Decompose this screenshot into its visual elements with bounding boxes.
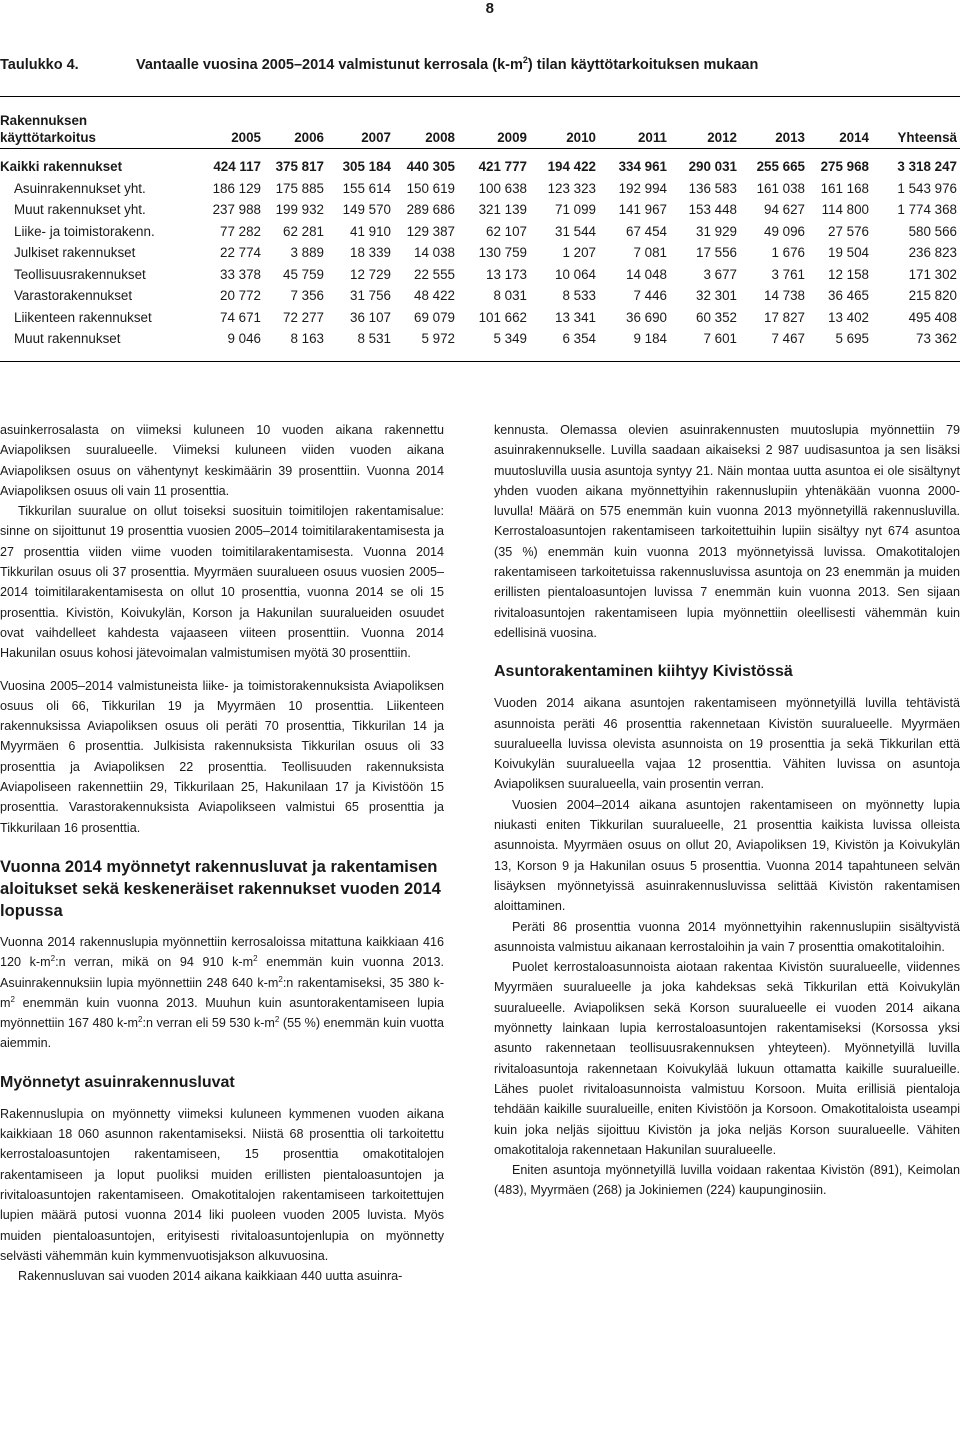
table-cell: 161 038 [756,180,805,196]
table-cell: 41 910 [350,223,391,239]
section-heading: Asuntorakentaminen kiihtyy Kivistössä [494,663,793,681]
table-cell: 8 533 [562,288,596,303]
table-cell: 36 690 [626,309,667,325]
table-cell: 290 031 [688,159,737,174]
table-cell: 149 570 [342,202,391,217]
table-cell: 13 402 [828,309,869,325]
table-cell: 421 777 [478,159,527,174]
table-cell: 12 729 [350,266,391,282]
table-cell: 194 422 [547,159,596,174]
subsection-heading: Myönnetyt asuinrakennusluvat [0,1073,235,1091]
table-cell: 13 173 [486,266,527,282]
row-label: Muut rakennukset [14,331,121,346]
table-cell: 14 048 [626,266,667,282]
table-cell: 10 064 [555,266,596,282]
column-header: 2012 [707,130,737,145]
paragraph: Vuosina 2005–2014 valmistuneista liike- ja toimistorakennuksista Aviapoliksen osuus oli 66, Tikkurilan 19 ja Myyrmäen 10 prosenttia. Liikenteen rakennuksissa Aviapoliksen osuus oli peräti 70 prosenttia, Tikkurilan 14 ja Myyrmäen 6 prosenttia. Julkisista rakennuksista Tikkurilan osuus oli 33 prosenttia ja Aviapoliksen 22 prosenttia. Teollisuuden rakennuksista Aviapoliseen rakennettiin 29, Tikkurilaan 25, Hakunilaan 17 ja Kivistöön 15 prosenttia. Varastorakennuksista Aviapolikseen valmistui 65 prosenttia ja Tikkurilaan 16 prosenttia. [0,678,444,835]
table-cell: 27 576 [828,223,869,239]
table-cell: 1 207 [562,245,596,260]
table-cell: 237 988 [212,202,261,217]
table-cell: 22 555 [414,266,455,282]
paragraph: Rakennusluvan sai vuoden 2014 aikana kaikkiaan 440 uutta asuinra- [18,1269,403,1284]
table-cell: 129 387 [406,223,455,239]
table-cell: 36 107 [350,309,391,325]
table-cell: 77 282 [220,223,261,239]
paragraph: kennusta. Olemassa olevien asuinrakennusten muutoslupia myönnettiin 79 asuinrakennukselle. Luvilla saadaan aikaiseksi 2 987 uudisasuntoa ja sen lisäksi muutosluvilla uusia asuntoja syntyy 21. Näin montaa uutta asuntoa ei ole sisältynyt yhden vuoden aikana myönnettyihin rakennuslupiin yhtenäkään vuonna 2000-luvulla! Määrä on 575 enemmän kuin vuonna 2013 myönnetyillä rakennusluvilla. Kerrostaloasuntojen rakentamiseen tarkoitettuihin lupiin sisältyy nyt 674 asuntoa (35 %) enemmän kuin vuonna 2013 myönnetyissä luvissa. Omakotitalojen rakentamiseen tarkoitetuissa rakennusluvissa asuntoja on 23 enemmän ja muiden erillisten pientaloasuntojen luvissa 7 enemmän kuin vuonna 2013. Sen sijaan rivitaloasuntojen rakentamiseen lupia myönnettiin oleellisesti vähemmän kuin edellisinä vuosina. [494,423,960,640]
table-cell: 101 662 [478,309,527,325]
table-cell: 495 408 [908,309,957,325]
table-cell: 6 354 [562,331,596,346]
paragraph: Eniten asuntoja myönnetyillä luvilla voidaan rakentaa Kivistön (891), Keimolan (483), Myyrmäen (268) ja Jokiniemen (224) kaupunginosiin. [494,1163,960,1198]
table-cell: 31 544 [555,223,596,239]
table-cell: 22 774 [220,245,261,260]
table-cell: 7 446 [633,288,667,303]
table-row [0,199,960,221]
table-cell: 3 889 [290,245,324,260]
header-label: Rakennuksen käyttötarkoitus [0,113,96,145]
column-header: 2014 [839,130,869,145]
row-label: Liikenteen rakennukset [14,309,152,325]
table-cell: 424 117 [213,159,261,174]
table-cell: 175 885 [275,180,324,196]
table-cell: 186 129 [212,180,261,196]
table-cell: 12 158 [828,266,869,282]
table-cell: 1 543 976 [897,180,957,196]
table-cell: 136 583 [688,180,737,196]
table-row [0,146,960,178]
table-cell: 73 362 [916,331,957,346]
table-cell: 5 695 [835,331,869,346]
table-row [0,307,960,329]
row-label: Liike- ja toimistorakenn. [14,223,155,239]
table-cell: 20 772 [220,288,261,303]
table-cell: 31 929 [696,223,737,239]
table-cell: 100 638 [478,180,527,196]
table-cell: 236 823 [908,245,957,260]
table-cell: 375 817 [275,159,324,174]
table-cell: 18 339 [350,245,391,260]
table-cell: 74 671 [220,309,261,325]
table-cell: 72 277 [283,309,324,325]
column-header: 2006 [294,130,324,145]
left-column [0,420,444,1286]
table-row [0,242,960,264]
table-cell: 45 759 [283,266,324,282]
table-cell: 5 349 [493,331,527,346]
table-cell: 7 601 [703,331,737,346]
table-cell: 8 031 [493,288,527,303]
table-cell: 321 139 [478,202,527,217]
table-cell: 334 961 [618,159,667,174]
table-cell: 33 378 [220,266,261,282]
table-row [0,285,960,307]
table-cell: 17 827 [764,309,805,325]
paragraph: Vuosien 2004–2014 aikana asuntojen rakentamiseen on myönnetty lupia niukasti eniten Tikkurilan suuralueelle, 21 prosenttia kaikista luvissa olleista asunnoista. Myyrmäen osuus on ollut 20, Aviapoliksen 19, Kivistön ja Koivukylän 13, Korson 9 ja Hakunilan osuus 5 prosenttia. Vuonna 2014 tapahtuneen selvän lisäyksen myönnetyissä asuinrakennusluvissa selittää Kivistön rakentamisen aloittaminen. [494,797,960,914]
table-cell: 8 531 [357,331,391,346]
table-cell: 71 099 [555,202,596,217]
table-cell: 199 932 [275,202,324,217]
table-cell: 36 465 [828,288,869,303]
paragraph: asuinkerrosalasta on viimeksi kuluneen 10 vuoden aikana rakennettu Aviapoliksen suuralueelle. Viimeksi kuluneen viiden vuoden aikana Aviapoliksen osuus on vähentynyt keskimäärin 39 prosenttiin. Vuonna 2014 Aviapoliksen osuus oli vain 11 prosenttia. [0,423,444,498]
table-cell: 13 341 [555,309,596,325]
table-cell: 7 356 [290,288,324,303]
column-header: 2013 [775,130,805,145]
table-cell: 141 967 [618,202,667,217]
table-row [0,328,960,350]
page-number: 8 [485,0,494,17]
table-cell: 275 968 [820,159,869,174]
paragraph: Puolet kerrostaloasunnoista aiotaan rakentaa Kivistön suuralueelle, viidennes Myyrmäen suuralueelle ja joka kahdeksas sekä Tikkurilan että Koivukylän suuralueelle. Aviapoliksen sekä Korson suuralueelle ei vuoden 2014 aikana myönnetty lainkaan lupia kerrostaloasuntojen rakentamiseksi (Korsossa yksi asunto rakennetaan teollisuusrakennuksen yhteyteen). Myönnetyillä luvilla rivitaloasuntoja rakennetaan Koivukylää lukuun ottamatta kaikille suuralueille. Lähes puolet rivitaloasunnoista valmistuu Korsoon. Muita erillisiä pientaloja tehdään kaikille suuralueille, eniten Kivistöön ja Korsoon. Omakotitaloista useampi kuin joka neljäs sijoittuu Kivistön ja joka neljäs Korson suuralueelle. Vähiten omakotitaloja rakennetaan Hakunilan suuralueelle. [494,960,960,1157]
table-cell: 305 184 [342,159,391,174]
table-title: Vantaalle vuosina 2005–2014 valmistunut kerrosala $(k-m^2)$ tilan käyttötarkoituksen mukaan [136,55,759,73]
paragraph: Vuoden 2014 aikana asuntojen rakentamiseen myönnetyillä luvilla tehtävistä asunnoista peräti 46 prosenttia rakennetaan Kivistön suuralueelle. Myyrmäen suuralueella luvissa olevista asunnoista on 19 prosenttia ja sekä Tikkurilan että Koivukylän suuralueella vajaa 12 prosenttia. Vähiten luvissa on asuntoja Aviapoliksen suuralueella, vain prosentin verran. [494,696,960,792]
right-column [494,420,960,1201]
table-cell: 17 556 [696,245,737,260]
column-header: 2005 [231,130,261,145]
paragraph: Vuonna 2014 rakennuslupia myönnettiin kerrosaloissa mitattuna kaikkiaan 416 120 $k-m^2:n$ verran, mikä on 94 910 $k-m^2$ enemmän kuin vuonna 2013. Asuinrakennuksiin lupia myönnettiin 248 640 $k-m^2:n$ rakentamiseksi, 35 380 $k-m^2$ enemmän kuin vuonna 2013. Muuhun kuin asuntorakentamiseen lupia myönnettiin 167 480 $k-m^2:n$ verran eli 59 530 $k-m^2$ (55 %) enemmän kuin vuotta aiemmin. [0,934,445,1051]
table-cell: 94 627 [764,202,805,217]
table-cell: 440 305 [406,159,455,174]
table-cell: 14 738 [764,288,805,303]
table-row [0,178,960,200]
row-label: Julkiset rakennukset [14,245,136,260]
table-row [0,221,960,243]
data-table [0,101,960,350]
table-cell: 3 318 247 [897,159,957,174]
table-cell: 62 281 [283,223,324,239]
table-cell: 171 302 [908,266,957,282]
table-cell: 3 761 [771,266,805,282]
table-cell: 7 467 [771,331,805,346]
table-cell: 153 448 [688,202,737,217]
table-cell: 123 323 [547,180,596,196]
table-cell: 19 504 [828,245,869,260]
table-cell: 7 081 [633,245,667,260]
paragraph: Peräti 86 prosenttia vuonna 2014 myönnettyihin rakennuslupiin sisältyvistä asunnoista valmistuu aikanaan kerrostaloihin ja vain 7 prosenttia omakotitaloihin. [494,919,960,954]
column-header: 2009 [497,130,527,145]
table-cell: 192 994 [618,180,667,196]
table-cell: 48 422 [414,288,455,303]
column-header: 2008 [425,130,455,145]
table-cell: 9 184 [633,331,667,346]
table-number: Taulukko 4. [0,56,79,73]
table-cell: 255 665 [756,159,805,174]
table-top-rule [0,96,960,97]
table-cell: 8 163 [290,331,324,346]
table-cell: 161 168 [820,180,869,196]
table-cell: 5 972 [421,331,455,346]
table-cell: 31 756 [350,288,391,303]
table-cell: 60 352 [696,309,737,325]
row-label: Teollisuusrakennukset [14,266,146,282]
table-cell: 155 614 [342,180,391,196]
table-bottom-rule [0,361,960,362]
table-header-row [0,101,960,146]
section-heading: Vuonna 2014 myönnetyt rakennusluvat ja rakentamisen aloitukset sekä keskeneräiset rakennukset vuoden 2014 lopussa [0,856,441,920]
table-cell: 9 046 [227,331,261,346]
table-cell: 215 820 [908,288,957,303]
table-cell: 580 566 [908,223,957,239]
table-cell: 1 774 368 [897,202,957,217]
table-cell: 69 079 [414,309,455,325]
table-cell: 1 676 [771,245,805,260]
table-cell: 67 454 [626,223,667,239]
table-cell: 49 096 [764,223,805,239]
column-header: 2010 [566,130,596,145]
table-cell: 32 301 [696,288,737,303]
table-cell: 14 038 [414,245,455,260]
table-cell: 289 686 [406,202,455,217]
row-label: Varastorakennukset [14,288,133,303]
table-cell: 130 759 [478,245,527,260]
column-header: Yhteensä [897,130,957,145]
table-cell: 3 677 [703,266,737,282]
table-cell: 150 619 [406,180,455,196]
paragraph: Tikkurilan suuralue on ollut toiseksi suosituin toimitilojen rakentamisalue: sinne on sijoittunut 19 prosenttia vuosien 2005–2014 toimitilarakentamisesta ja 27 prosenttia viiden viime vuoden toimitilarakentamisesta. Vuonna 2014 Tikkurilan osuus oli 37 prosenttia. Myyrmäen suuralueen osuus vuosien 2005–2014 toimitilarakentamisesta on ollut 10 prosenttia, vuonna 2014 se oli 15 prosenttia. Kivistön, Koivukylän, Korson ja Hakunilan suuralueiden osuudet ovat vaihdelleet kahdesta vajaaseen viiteen prosenttiin. Vuonna 2014 Hakunilan osuus kohosi jätevoimalan valmistumisen myötä 30 prosenttiin. [0,504,444,661]
column-header: 2007 [361,130,391,145]
row-label: Muut rakennukset yht. [14,202,146,217]
table-caption [0,55,758,73]
table-row [0,264,960,286]
table-cell: 62 107 [486,223,527,239]
row-label: Asuinrakennukset yht. [14,180,146,196]
table-cell: 114 800 [821,202,869,217]
paragraph: Rakennuslupia on myönnetty viimeksi kuluneen kymmenen vuoden aikana kaikkiaan 18 060 asunnon rakentamiseksi. Niistä 68 prosenttia oli tarkoitettu kerrostaloasuntojen rakentamiseen, 15 prosenttia omakotitalojen rakentamiseen ja loput puoliksi muiden erillisten pientaloasuntojen ja rivitaloasuntojen rakentamiseen. Omakotitalojen rakentamiseen tarkoitettujen lupien määrä putosi vuonna 2014 liki puoleen vuoden 2005 luvista. Myös muiden pientaloasuntojen, erityisesti rivitaloasuntojenlupia on myönnetty selvästi vähemmän kuin kymmenvuotisjakson alkuvuosina. [0,1106,444,1263]
row-label: Kaikki rakennukset [0,159,123,174]
column-header: 2011 [637,130,667,145]
